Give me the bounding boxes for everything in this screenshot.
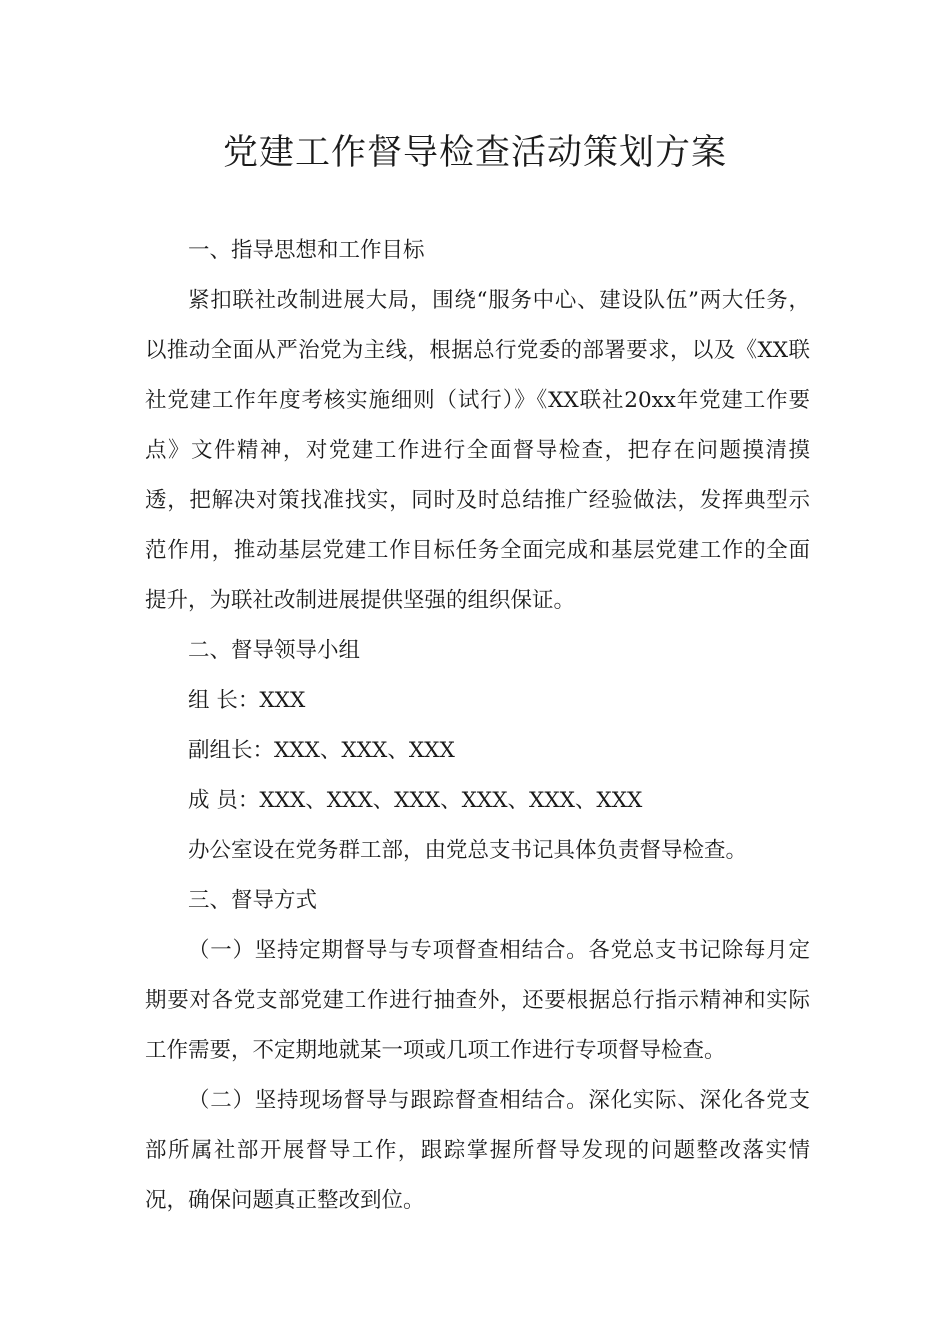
- members-line: 成 员：XXX、XXX、XXX、XXX、XXX、XXX: [188, 788, 643, 813]
- section-heading-leadership-group: 二、督导领导小组: [188, 638, 361, 663]
- document-title: 党建工作督导检查活动策划方案: [222, 133, 727, 173]
- document-body: [145, 226, 810, 1226]
- group-leader-line: 组 长：XXX: [188, 688, 306, 713]
- paragraph-method-one: （一）坚持定期督导与专项督查相结合。各党总支书记除每月定期要对各党支部党建工作进行抽查外，还要根据总行指示精神和实际工作需要，不定期地就某一项或几项工作进行专项督导检查。: [145, 938, 810, 1063]
- section-heading-supervision-method: 三、督导方式: [188, 888, 318, 913]
- paragraph-method-two: （二）坚持现场督导与跟踪督查相结合。深化实际、深化各党支部所属社部开展督导工作，跟踪掌握所督导发现的问题整改落实情况，确保问题真正整改到位。: [145, 1088, 810, 1213]
- paragraph-guiding-thought: 紧扣联社改制进展大局，围绕“服务中心、建设队伍”两大任务，以推动全面从严治党为主线，根据总行党委的部署要求，以及《XX联社党建工作年度考核实施细则（试行）》《XX联社20xx年党建工作要点》文件精神，对党建工作进行全面督导检查，把存在问题摸清摸透，把解决对策找准找实，同时及时总结推广经验做法，发挥典型示范作用，推动基层党建工作目标任务全面完成和基层党建工作的全面提升，为联社改制进展提供坚强的组织保证。: [145, 288, 810, 613]
- section-heading-guiding-thought: 一、指导思想和工作目标: [188, 238, 425, 263]
- office-line: 办公室设在党务群工部，由党总支书记具体负责督导检查。: [188, 838, 748, 863]
- deputy-leader-line: 副组长：XXX、XXX、XXX: [188, 738, 455, 763]
